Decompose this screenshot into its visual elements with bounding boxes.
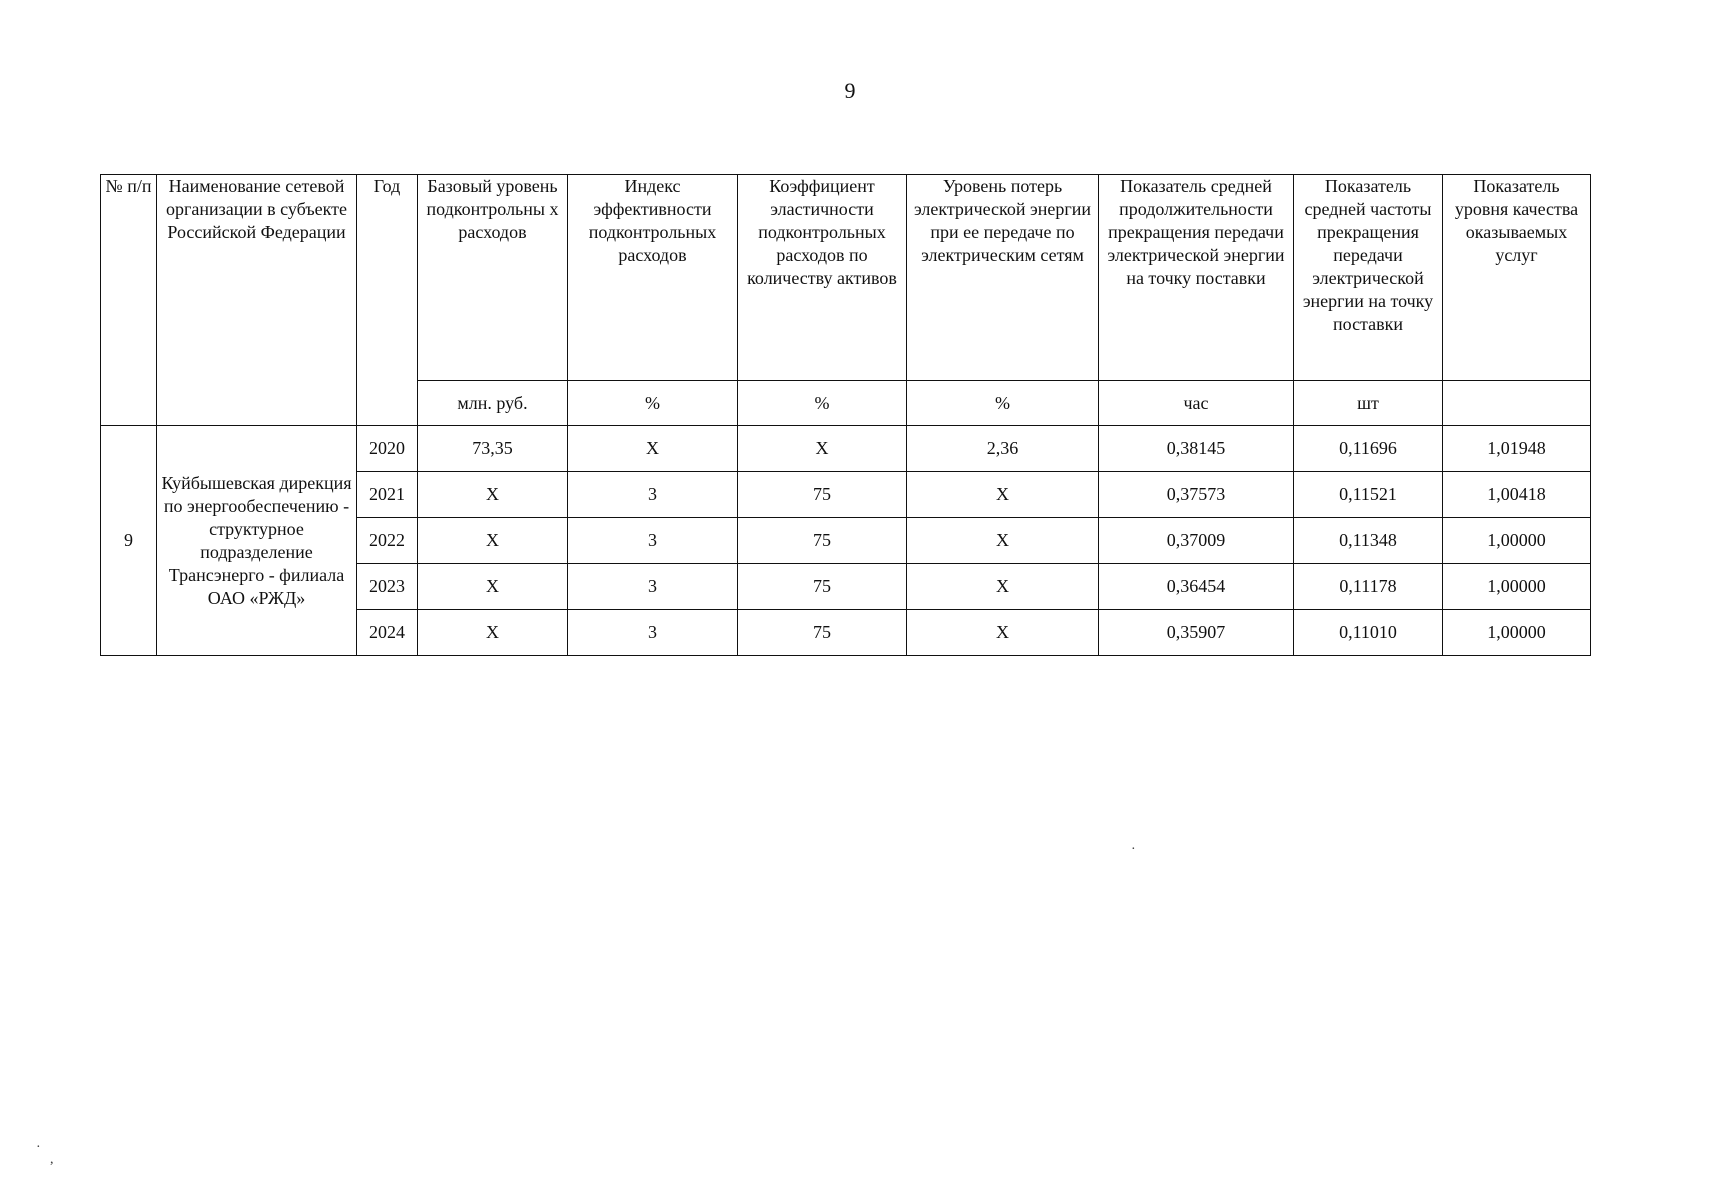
- base-costs-cell: X: [418, 564, 568, 610]
- unit-base-costs: млн. руб.: [418, 381, 568, 426]
- loss-level-cell: X: [907, 518, 1099, 564]
- organization-name: Куйбышевская дирекция по энергообеспечению - структурное подразделение Трансэнерго - филиала ОАО «РЖД»: [157, 426, 357, 656]
- interruption-duration-cell: 0,38145: [1099, 426, 1294, 472]
- loss-level-cell: X: [907, 472, 1099, 518]
- elasticity-coefficient-cell: 75: [738, 610, 907, 656]
- header-efficiency-index: Индекс эффективности подконтрольных расходов: [568, 175, 738, 381]
- row-number: 9: [101, 426, 157, 656]
- header-organization: Наименование сетевой организации в субъекте Российской Федерации: [157, 175, 357, 426]
- scan-speck: ,: [50, 1152, 54, 1167]
- header-base-costs: Базовый уровень подконтрольны х расходов: [418, 175, 568, 381]
- base-costs-cell: X: [418, 518, 568, 564]
- scan-speck: ·: [1131, 842, 1136, 857]
- interruption-frequency-cell: 0,11010: [1294, 610, 1443, 656]
- year-cell: 2023: [357, 564, 418, 610]
- header-loss-level: Уровень потерь электрической энергии при ее передаче по электрическим сетям: [907, 175, 1099, 381]
- efficiency-index-cell: X: [568, 426, 738, 472]
- interruption-duration-cell: 0,37573: [1099, 472, 1294, 518]
- year-cell: 2020: [357, 426, 418, 472]
- elasticity-coefficient-cell: 75: [738, 518, 907, 564]
- scan-speck: ·: [36, 1140, 41, 1155]
- loss-level-cell: 2,36: [907, 426, 1099, 472]
- elasticity-coefficient-cell: 75: [738, 472, 907, 518]
- year-cell: 2022: [357, 518, 418, 564]
- unit-interruption-duration: час: [1099, 381, 1294, 426]
- header-interruption-frequency: Показатель средней частоты прекращения передачи электрической энергии на точку поставки: [1294, 175, 1443, 381]
- base-costs-cell: 73,35: [418, 426, 568, 472]
- year-cell: 2024: [357, 610, 418, 656]
- loss-level-cell: X: [907, 564, 1099, 610]
- base-costs-cell: X: [418, 610, 568, 656]
- interruption-frequency-cell: 0,11348: [1294, 518, 1443, 564]
- interruption-frequency-cell: 0,11696: [1294, 426, 1443, 472]
- header-number: № п/п: [101, 175, 157, 426]
- interruption-frequency-cell: 0,11521: [1294, 472, 1443, 518]
- efficiency-index-cell: 3: [568, 518, 738, 564]
- elasticity-coefficient-cell: X: [738, 426, 907, 472]
- interruption-frequency-cell: 0,11178: [1294, 564, 1443, 610]
- service-quality-cell: 1,00418: [1443, 472, 1591, 518]
- service-quality-cell: 1,00000: [1443, 518, 1591, 564]
- unit-efficiency-index: %: [568, 381, 738, 426]
- year-cell: 2021: [357, 472, 418, 518]
- unit-elasticity-coefficient: %: [738, 381, 907, 426]
- unit-interruption-frequency: шт: [1294, 381, 1443, 426]
- interruption-duration-cell: 0,37009: [1099, 518, 1294, 564]
- efficiency-index-cell: 3: [568, 564, 738, 610]
- efficiency-index-cell: 3: [568, 610, 738, 656]
- elasticity-coefficient-cell: 75: [738, 564, 907, 610]
- header-elasticity-coefficient: Коэффициент эластичности подконтрольных расходов по количеству активов: [738, 175, 907, 381]
- base-costs-cell: X: [418, 472, 568, 518]
- page-number: 9: [844, 78, 856, 103]
- loss-level-cell: X: [907, 610, 1099, 656]
- service-quality-cell: 1,00000: [1443, 564, 1591, 610]
- unit-loss-level: %: [907, 381, 1099, 426]
- header-row: [101, 175, 1591, 381]
- header-service-quality: Показатель уровня качества оказываемых услуг: [1443, 175, 1591, 381]
- table-row: [101, 426, 1591, 472]
- interruption-duration-cell: 0,35907: [1099, 610, 1294, 656]
- header-year: Год: [357, 175, 418, 426]
- interruption-duration-cell: 0,36454: [1099, 564, 1294, 610]
- service-quality-cell: 1,00000: [1443, 610, 1591, 656]
- unit-service-quality: [1443, 381, 1591, 426]
- efficiency-index-cell: 3: [568, 472, 738, 518]
- tariff-parameters-table: [100, 174, 1591, 656]
- service-quality-cell: 1,01948: [1443, 426, 1591, 472]
- header-interruption-duration: Показатель средней продолжительности прекращения передачи электрической энергии на точку поставки: [1099, 175, 1294, 381]
